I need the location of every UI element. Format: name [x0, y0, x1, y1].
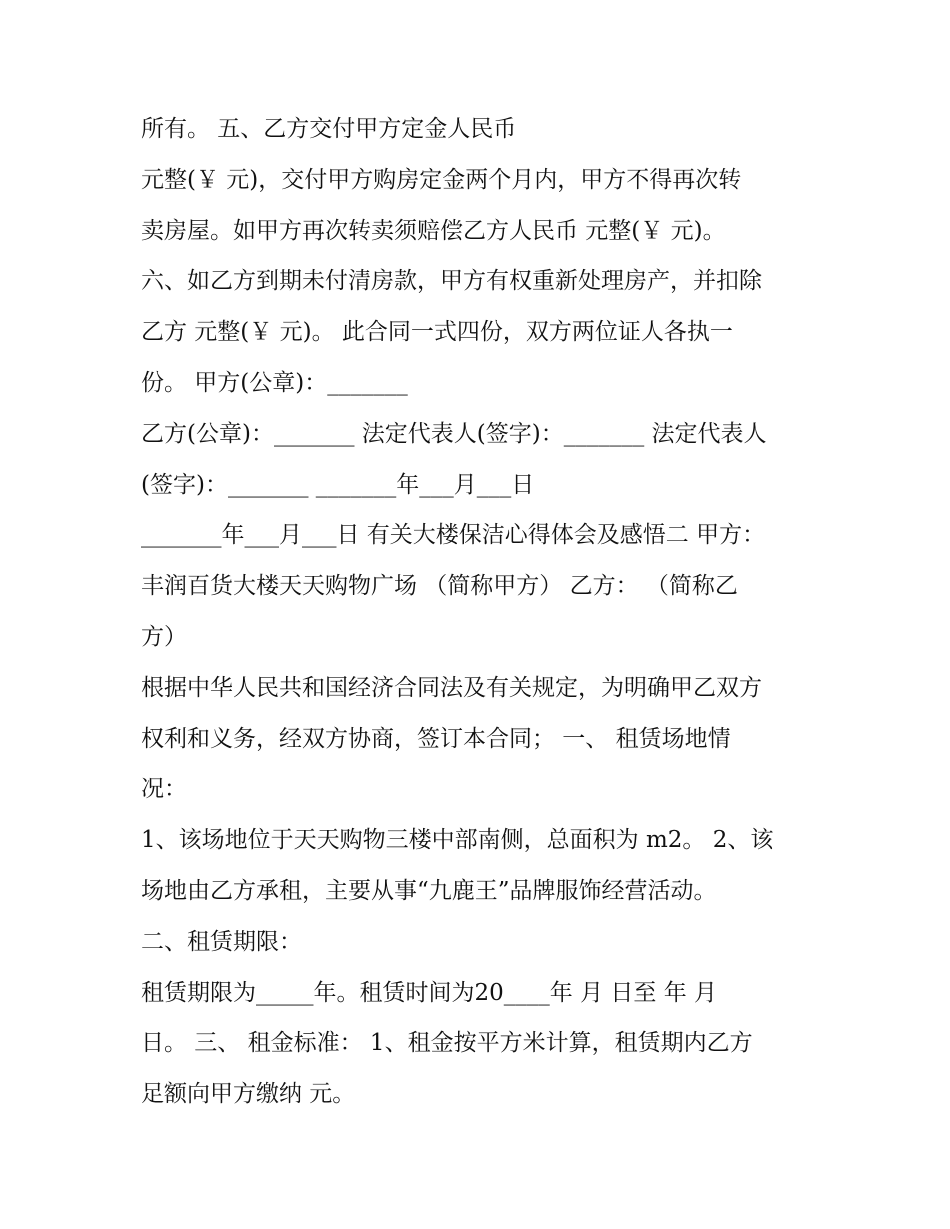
text-line-14: 况：	[141, 776, 187, 803]
text-line-4: 六、如乙方到期未付清房款，甲方有权重新处理房产，并扣除	[141, 268, 762, 295]
text-line-13: 权利和义务，经双方协商，签订本合同； 一、 租赁场地情	[141, 725, 731, 752]
text-line-18: 租赁期限为_____年。租赁时间为20____年 月 日至 年 月	[141, 979, 718, 1006]
text-line-2: 元整(￥ 元)，交付甲方购房定金两个月内，甲方不得再次转	[141, 166, 742, 193]
text-line-20: 足额向甲方缴纳 元。	[141, 1081, 356, 1108]
text-line-5: 乙方 元整(￥ 元)。 此合同一式四份，双方两位证人各执一	[141, 319, 733, 346]
text-line-19: 日。 三、 租金标准： 1、租金按平方米计算，租赁期内乙方	[141, 1030, 753, 1057]
text-line-10: 丰润百货大楼天天购物广场 （简称甲方） 乙方： （简称乙	[141, 573, 738, 600]
text-line-17: 二、租赁期限：	[141, 928, 302, 955]
document-body	[141, 104, 831, 1120]
text-line-1: 所有。 五、乙方交付甲方定金人民币	[141, 116, 517, 142]
text-line-15: 1、该场地位于天天购物三楼中部南侧，总面积为 m2。 2、该	[141, 827, 774, 854]
text-line-12: 根据中华人民共和国经济合同法及有关规定，为明确甲乙双方	[141, 674, 762, 701]
text-line-7: 乙方(公章)：_______ 法定代表人(签字)：_______ 法定代表人	[141, 420, 767, 447]
text-line-8: (签字)：_______ _______年___月___日	[141, 471, 535, 498]
text-line-16: 场地由乙方承租，主要从事“九鹿王”品牌服饰经营活动。	[141, 877, 717, 904]
text-line-6: 份。 甲方(公章)：_______	[141, 369, 408, 396]
text-line-9: _______年___月___日 有关大楼保洁心得体会及感悟二 甲方：	[141, 522, 766, 549]
text-line-3: 卖房屋。如甲方再次转卖须赔偿乙方人民币 元整(￥ 元)。	[141, 217, 726, 244]
text-line-11: 方）	[141, 623, 187, 650]
